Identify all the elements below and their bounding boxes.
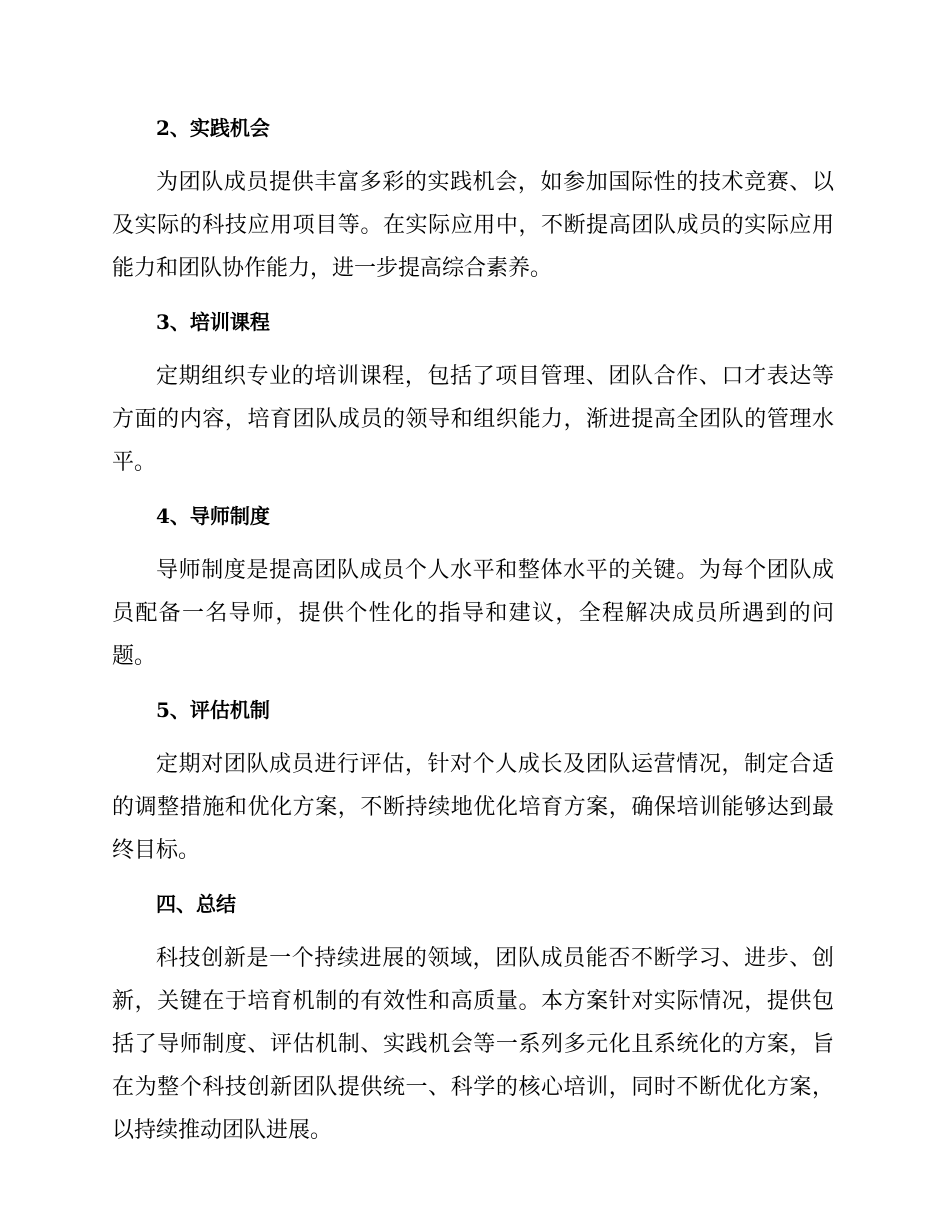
section-training-courses	[112, 303, 834, 497]
section-paragraph: 为团队成员提供丰富多彩的实践机会，如参加国际性的技术竞赛、以及实际的科技应用项目等。在实际应用中，不断提高团队成员的实际应用能力和团队协作能力，进一步提高综合素养。	[112, 170, 834, 281]
section-practice-opportunities	[112, 109, 834, 303]
section-paragraph: 定期对团队成员进行评估，针对个人成长及团队运营情况，制定合适的调整措施和优化方案，不断持续地优化培育方案，确保培训能够达到最终目标。	[112, 752, 834, 863]
section-heading: 4、导师制度	[156, 504, 270, 528]
section-heading: 5、评估机制	[156, 698, 270, 722]
document-body	[112, 109, 834, 1152]
section-paragraph: 导师制度是提高团队成员个人水平和整体水平的关键。为每个团队成员配备一名导师，提供个性化的指导和建议，全程解决成员所遇到的问题。	[112, 558, 834, 669]
section-paragraph: 定期组织专业的培训课程，包括了项目管理、团队合作、口才表达等方面的内容，培育团队成员的领导和组织能力，渐进提高全团队的管理水平。	[112, 364, 834, 475]
section-heading: 四、总结	[156, 892, 236, 916]
section-paragraph: 科技创新是一个持续进展的领域，团队成员能否不断学习、进步、创新，关键在于培育机制的有效性和高质量。本方案针对实际情况，提供包括了导师制度、评估机制、实践机会等一系列多元化且系统化的方案，旨在为整个科技创新团队提供统一、科学的核心培训，同时不断优化方案，以持续推动团队进展。	[112, 946, 834, 1143]
section-evaluation-mechanism	[112, 691, 834, 885]
section-heading: 2、实践机会	[156, 116, 270, 140]
section-mentor-system	[112, 497, 834, 691]
section-heading: 3、培训课程	[156, 310, 270, 334]
section-summary	[112, 885, 834, 1152]
